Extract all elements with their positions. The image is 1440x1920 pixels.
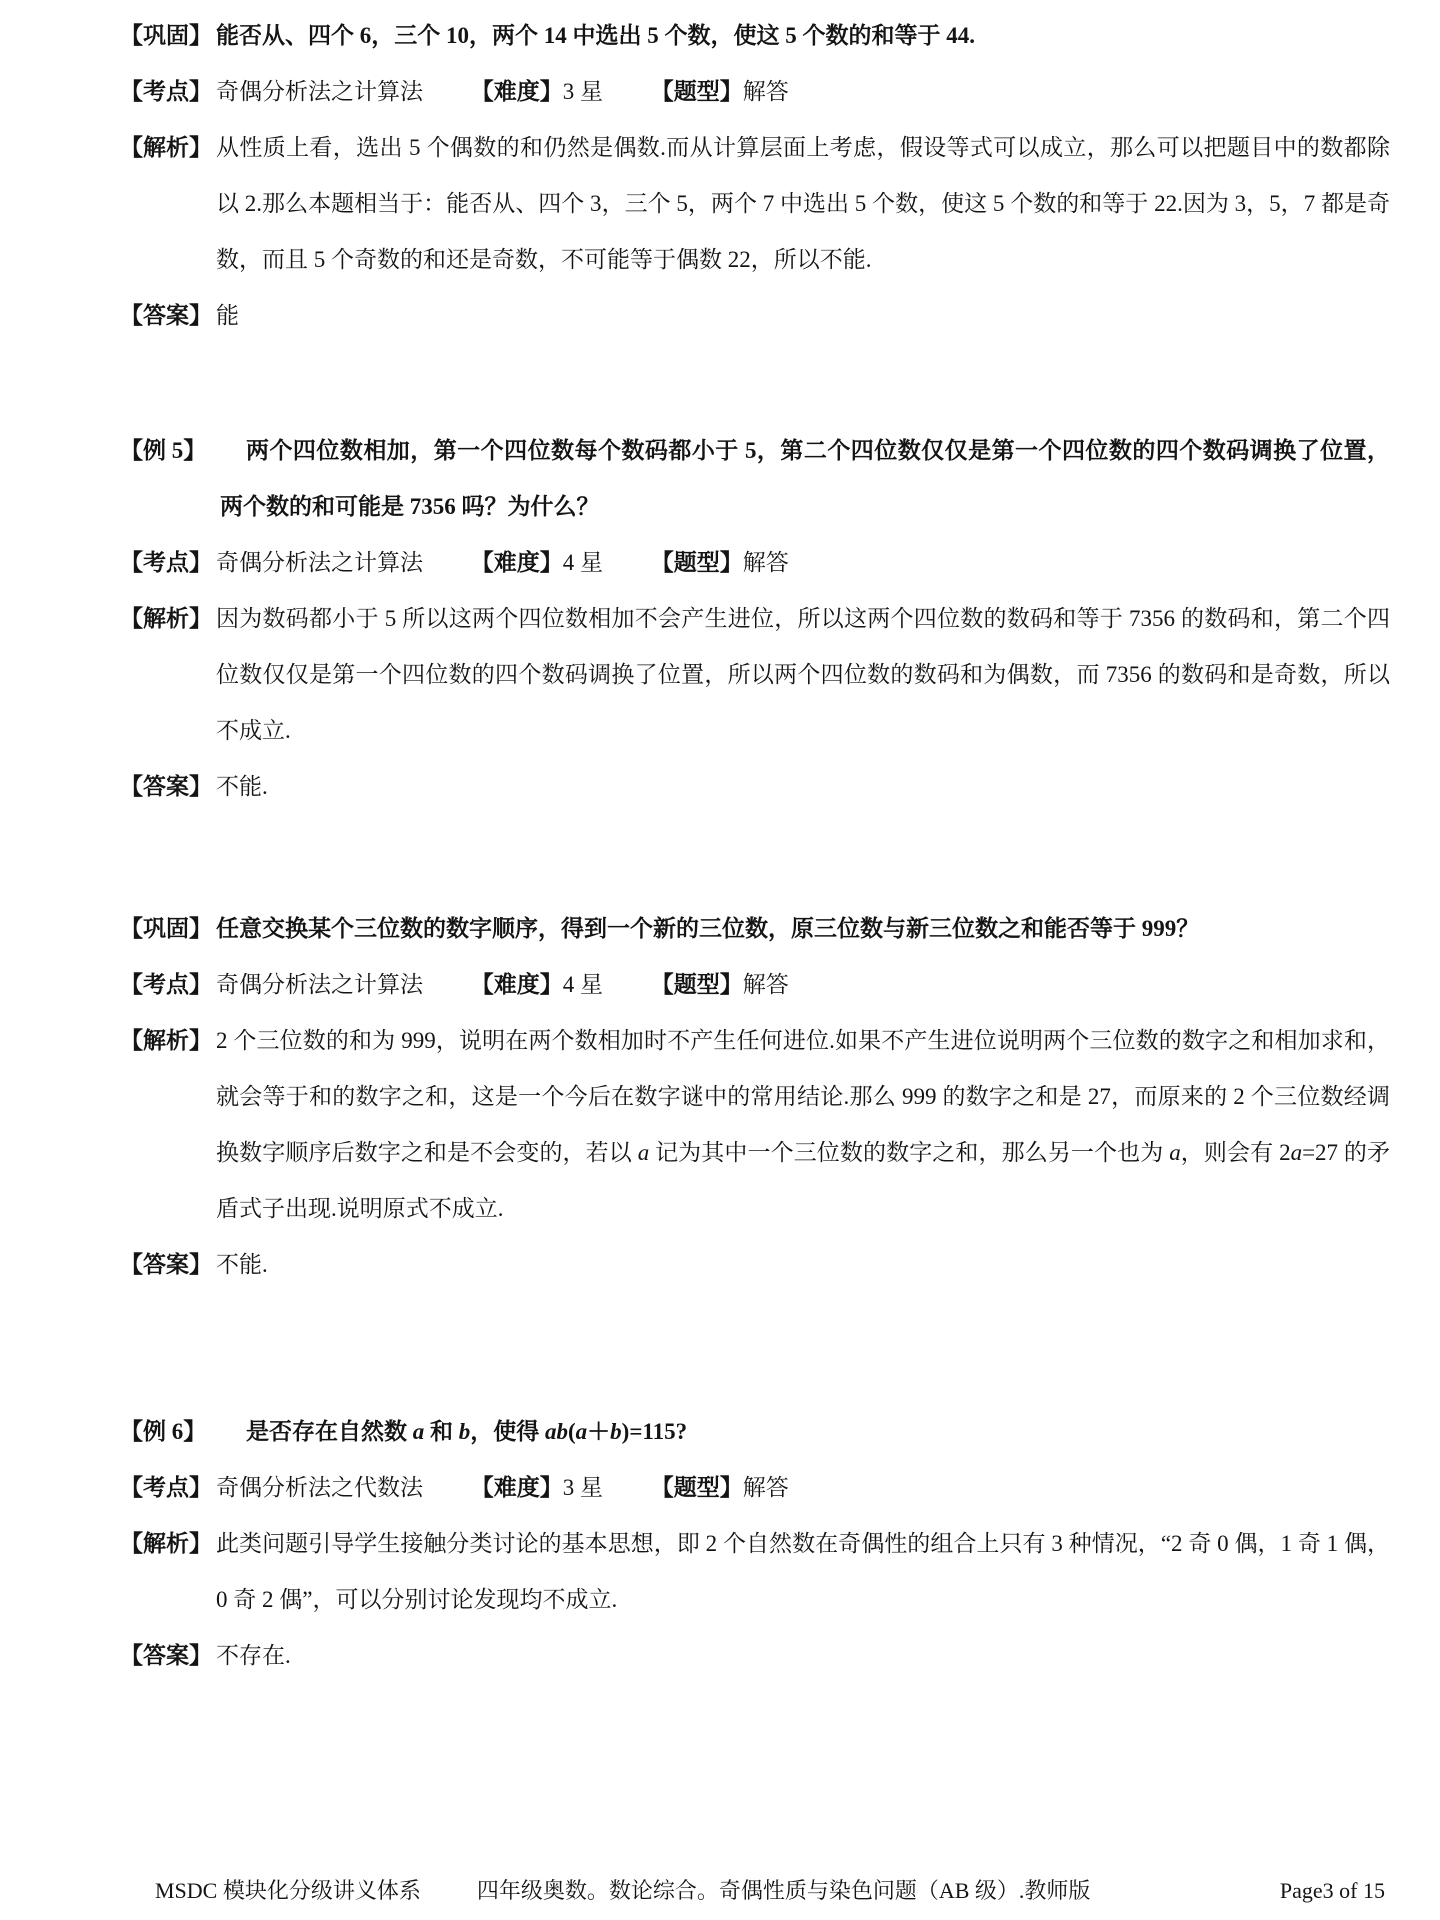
statement-row <box>120 423 1390 535</box>
daan-row <box>120 1237 1390 1293</box>
tag-jiexi: 【解析】 <box>120 1531 212 1556</box>
kaodian-line <box>216 64 1390 120</box>
kaodian-value: 奇偶分析法之计算法 <box>216 550 423 575</box>
block-spacer <box>120 1293 1390 1404</box>
tag-jiexi: 【解析】 <box>120 606 212 631</box>
daan-text: 能 <box>216 303 239 328</box>
daan-text: 不能. <box>216 774 268 799</box>
nandu-value: 4 星 <box>562 972 603 997</box>
kaodian-row <box>120 1460 1390 1516</box>
kaodian-row <box>120 64 1390 120</box>
block-spacer <box>120 815 1390 901</box>
problem-statement: 任意交换某个三位数的数字顺序，得到一个新的三位数，原三位数与新三位数之和能否等于 999？ <box>216 916 1200 941</box>
jiexi-text: 此类问题引导学生接触分类讨论的基本思想，即 2 个自然数在奇偶性的组合上只有 3 种情况，“2 奇 0 偶，1 奇 1 偶，0 奇 2 偶”，可以分别讨论发现均不成立. <box>216 1531 1390 1612</box>
daan-text: 不能. <box>216 1252 268 1277</box>
tag-nandu: 【难度】 <box>470 550 563 575</box>
kaodian-value: 奇偶分析法之计算法 <box>216 972 423 997</box>
problem-statement: 是否存在自然数 a 和 b，使得 ab(a＋b)=115? <box>246 1419 688 1444</box>
tag-kaodian: 【考点】 <box>120 1475 212 1500</box>
tag-jiexi: 【解析】 <box>120 1028 212 1053</box>
tag-tixing: 【题型】 <box>650 972 743 997</box>
statement-row <box>120 901 1390 957</box>
problem-block-consolidation-1 <box>120 8 1390 344</box>
jiexi-row <box>120 120 1390 288</box>
jiexi-row <box>120 1516 1390 1628</box>
tag-tixing: 【题型】 <box>650 550 743 575</box>
jiexi-text: 2 个三位数的和为 999，说明在两个数相加时不产生任何进位.如果不产生进位说明两个三位数的数字之和相加求和，就会等于和的数字之和，这是一个今后在数字谜中的常用结论.那么 999 的数字之和是 27，而原来的 2 个三位数经调换数字顺序后数字之和是不会变的，若以 a 记为其中一个三位数的数字之和，那么另一个也为 a，则会有 2a=27 的矛盾式子出现.说明原式不成立. <box>216 1028 1391 1221</box>
tixing-value: 解答 <box>742 972 789 997</box>
tag-daan: 【答案】 <box>120 303 212 328</box>
statement-row <box>120 1404 1390 1460</box>
daan-row <box>120 759 1390 815</box>
problem-statement: 两个四位数相加，第一个四位数每个数码都小于 5，第二个四位数仅仅是第一个四位数的四个数码调换了位置，两个数的和可能是 7356 吗？为什么？ <box>220 438 1390 519</box>
block-spacer <box>120 344 1390 423</box>
nandu-value: 3 星 <box>562 79 603 104</box>
jiexi-text: 因为数码都小于 5 所以这两个四位数相加不会产生进位，所以这两个四位数的数码和等于 7356 的数码和，第二个四位数仅仅是第一个四位数的四个数码调换了位置，所以两个四位数的数码和为偶数，而 7356 的数码和是奇数，所以不成立. <box>216 606 1390 743</box>
footer-course-title: 四年级奥数。数论综合。奇偶性质与染色问题（AB 级）.教师版 <box>476 1878 1091 1903</box>
tag-nandu: 【难度】 <box>470 972 563 997</box>
tag-daan: 【答案】 <box>120 774 212 799</box>
kaodian-value: 奇偶分析法之代数法 <box>216 1475 423 1500</box>
problem-block-example-6 <box>120 1404 1390 1684</box>
jiexi-row <box>120 1013 1390 1237</box>
tixing-value: 解答 <box>742 79 789 104</box>
statement-row <box>120 8 1390 64</box>
tag-jiexi: 【解析】 <box>120 135 212 160</box>
nandu-value: 3 星 <box>562 1475 603 1500</box>
tag-example-6: 【例 6】 <box>120 1419 207 1444</box>
tag-gonggu: 【巩固】 <box>120 23 212 48</box>
daan-text: 不存在. <box>216 1643 291 1668</box>
jiexi-row <box>120 591 1390 759</box>
nandu-value: 4 星 <box>562 550 603 575</box>
kaodian-value: 奇偶分析法之计算法 <box>216 79 423 104</box>
tag-tixing: 【题型】 <box>650 1475 743 1500</box>
footer-system-name: MSDC 模块化分级讲义体系 <box>155 1878 421 1903</box>
tixing-value: 解答 <box>742 550 789 575</box>
tag-kaodian: 【考点】 <box>120 550 212 575</box>
tag-daan: 【答案】 <box>120 1643 212 1668</box>
tag-daan: 【答案】 <box>120 1252 212 1277</box>
problem-block-example-5 <box>120 423 1390 815</box>
tixing-value: 解答 <box>742 1475 789 1500</box>
kaodian-row <box>120 535 1390 591</box>
tag-gonggu: 【巩固】 <box>120 916 212 941</box>
problem-block-consolidation-2 <box>120 901 1390 1293</box>
kaodian-row <box>120 957 1390 1013</box>
tag-nandu: 【难度】 <box>470 79 563 104</box>
kaodian-line <box>216 957 1390 1013</box>
tag-kaodian: 【考点】 <box>120 972 212 997</box>
tag-example-5: 【例 5】 <box>120 438 207 463</box>
tag-nandu: 【难度】 <box>470 1475 563 1500</box>
daan-row <box>120 288 1390 344</box>
problem-statement: 能否从、四个 6，三个 10，两个 14 中选出 5 个数，使这 5 个数的和等于 44. <box>216 23 975 48</box>
kaodian-line <box>216 1460 1390 1516</box>
tag-tixing: 【题型】 <box>650 79 743 104</box>
tag-kaodian: 【考点】 <box>120 79 212 104</box>
kaodian-line <box>216 535 1390 591</box>
jiexi-text: 从性质上看，选出 5 个偶数的和仍然是偶数.而从计算层面上考虑，假设等式可以成立，那么可以把题目中的数都除以 2.那么本题相当于：能否从、四个 3，三个 5，两个 7 中选出 5 个数，使这 5 个数的和等于 22.因为 3，5，7 都是奇数，而且 5 个奇数的和还是奇数，不可能等于偶数 22，所以不能. <box>216 135 1390 272</box>
daan-row <box>120 1628 1390 1684</box>
footer-page-number: Page3 of 15 <box>1279 1878 1385 1903</box>
page-footer <box>0 1876 1440 1906</box>
